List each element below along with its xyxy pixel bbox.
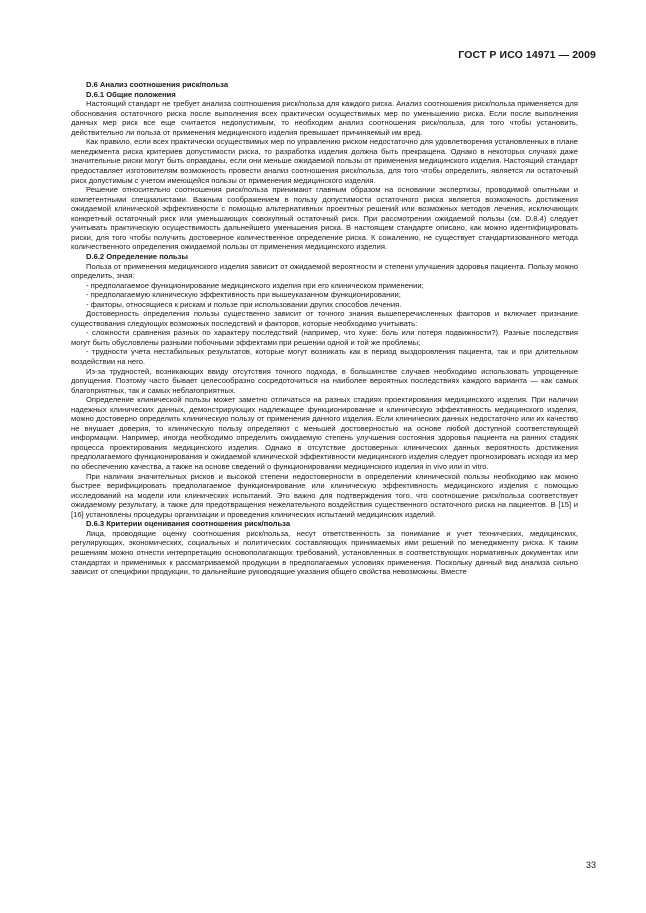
document-body (71, 80, 578, 577)
section-title-d61: D.6.1 Общие положения (86, 89, 176, 99)
list-item: - факторы, относящиеся к рискам и пользе при использовании других способов лечения. (86, 299, 402, 309)
paragraph: Лица, проводящие оценку соотношения риск/польза, несут ответственность за понимание и учет технических, медицинских, регулирующих, экономических, социальных и политических составляющих принимаемых ими решений по менеджменту риска. К таким решениям можно отнести интерпретацию основополагающих требований, установленных в соответствующих нормативных документах или стандартах и применимых к рассматриваемой продукции в предполагаемых условиях применения. Поскольку данный вид анализа сильно зависит от специфики продукции, то дальнейшие руководящие указания общего свойства невозможны. Вместе (71, 528, 578, 577)
paragraph: При наличии значительных рисков и высокой степени недостоверности в определении клинической пользы необходимо как можно быстрее верифицировать предполагаемое функционирование или клиническую эффективность медицинского изделия с помощью исследований на модели или клинических испытаний. Это важно для подтверждения того, что соотношение риск/польза соответствует ожидаемому результату, а также для предотвращения нежелательного воздействия существенного остаточного риска на пациентов. В [15] и [16] установлены процедуры организации и проведения клинических испытаний медицинских изделий. (71, 471, 578, 519)
paragraph: Настоящий стандарт не требует анализа соотношения риск/польза для каждого риска. Анализ соотношения риск/польза применяется для обоснования остаточного риска после выполнения всех практически осуществимых мер по уменьшению риска. Если после выполнения данных мер риск все еще считается недопустимым, то необходим анализ соотношения риск/польза, для того чтобы установить, действительно ли польза от применения медицинского изделия превышает причиняемый им вред. (71, 99, 578, 137)
page-header-standard: ГОСТ Р ИСО 14971 — 2009 (458, 49, 596, 61)
section-title-d63: D.6.3 Критерии оценивания соотношения риск/польза (86, 519, 291, 529)
list-item: - предполагаемую клиническую эффективность при вышеуказанном функционировании; (86, 290, 401, 300)
paragraph: Польза от применения медицинского изделия зависит от ожидаемой вероятности и степени улучшения здоровья пациента. Пользу можно определить, зная: (71, 261, 578, 281)
list-item: - предполагаемое функционирование медицинского изделия при его клиническом применении; (86, 280, 424, 290)
paragraph: Как правило, если всех практически осуществимых мер по управлению риском недостаточно для удовлетворения установленных в плане менеджмента риска критериев допустимости риска, то разработка изделия должна быть прекращена. Однако в некоторых случаях даже значительные риски могут быть оправданы, если они меньше ожидаемой пользы от применения медицинского изделия. Настоящий стандарт предоставляет изготовителям возможность провести анализ соотношения риск/польза, для того чтобы определить, является ли остаточный риск допустимым с учетом имеющейся пользы от применения медицинского изделия. (71, 137, 578, 185)
list-item: - трудности учета нестабильных результатов, которые могут возникать как в период выздоровления пациента, так и при длительном воздействии на него. (71, 347, 578, 366)
page-number: 33 (585, 860, 596, 870)
list-item: - сложности сравнения разных по характеру последствий (например, что хуже: боль или потеря подвижности?). Разные последствия могут быть обусловлены разными побочными эффектами при решении одной и той же проблемы; (71, 328, 578, 347)
paragraph: Достоверность определения пользы существенно зависит от точного знания вышеперечисленных факторов и включает признание существования следующих возможных последствий и факторов, которые необходимо учитывать: (71, 309, 578, 328)
section-title-d6: D.6 Анализ соотношения риск/польза (86, 80, 229, 89)
paragraph: Определение клинической пользы может заметно отличаться на разных стадиях проектирования медицинского изделия. При наличии надежных клинических данных, демонстрирующих надлежащее функционирование и клиническую эффективность медицинского изделия, можно достоверно определить клиническую пользу от применения данного изделия. Если клинических данных недостаточно или их качество не внушает доверия, то клиническую пользу определяют с меньшей достоверностью на основе любой доступной соответствующей информации. Например, иногда необходимо определить ожидаемую степень улучшения состояния здоровья пациента на ранних стадиях процесса проектирования медицинского изделия. Однако в отсутствие достоверных клинических данных вероятность достижения предполагаемого функционирования и ожидаемой клинической эффективности медицинского изделия следует прогнозировать исходя из мер по обеспечению качества, а также на основе сведений о функционировании медицинского изделия in vivo или in vitro. (71, 395, 578, 472)
section-title-d62: D.6.2 Определение пользы (86, 251, 188, 261)
paragraph: Решение относительно соотношения риск/польза принимают главным образом на основании экспертизы, проводимой опытными и компетентными специалистами. Важным соображением в пользу допустимости остаточного риска является возможность достижения ожидаемой клинической эффективности с помощью альтернативных проектных решений или возможных методов лечения, исключающих конкретный остаточный риск или уменьшающих совокупный остаточный риск. При рассмотрении ожидаемой пользы (см. D.8.4) следует учитывать практическую осуществимость дальнейшего уменьшения риска. В настоящем стандарте описано, как можно идентифицировать риски, для того чтобы получить достоверное количественное определение риска. К сожалению, не существует стандартизованного метода количественного определения ожидаемой пользы от применения медицинского изделия. (71, 185, 578, 252)
paragraph: Из-за трудностей, возникающих ввиду отсутствия точного подхода, в большинстве случаев необходимо использовать упрощенные допущения. Поэтому часто бывает целесообразно сосредоточиться на наиболее вероятных последствиях каждого варианта — как самых благоприятных, так и самых неблагоприятных. (71, 366, 578, 395)
